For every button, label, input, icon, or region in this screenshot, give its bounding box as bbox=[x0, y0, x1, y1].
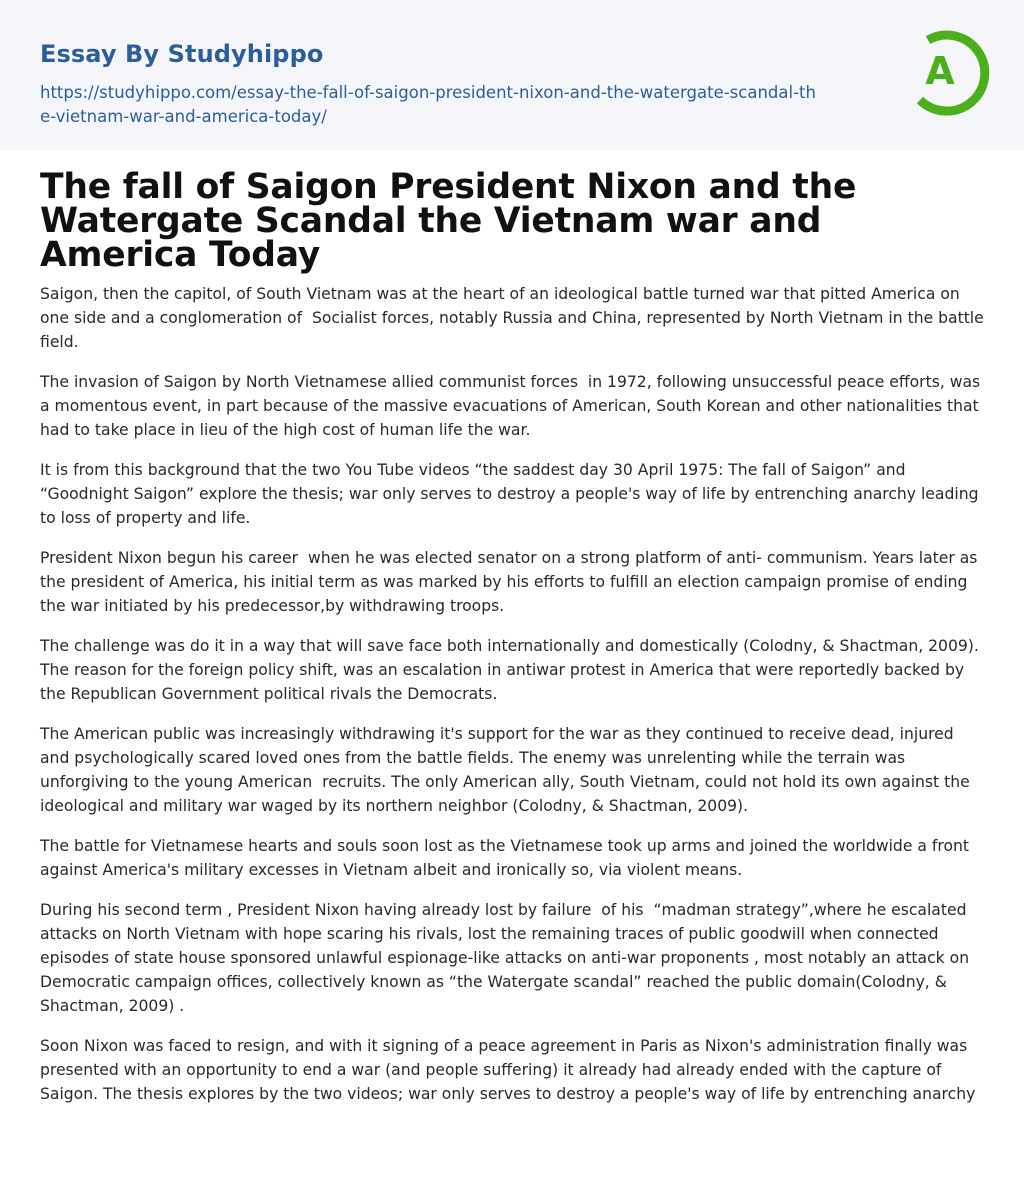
logo-letter: A bbox=[925, 49, 955, 93]
article-paragraph: The battle for Vietnamese hearts and souls soon lost as the Vietnamese took up arms and joined the worldwide a front against America's military excesses in Vietnam albeit and ironically so, via violent means. bbox=[40, 837, 974, 879]
article-paragraph: The challenge was do it in a way that will save face both internationally and domestically (Colodny, & Shactman, 2009). The reason for the foreign policy shift, was an escalation in antiwar protest in America that were reportedly backed by the Republican Government political rivals the Democrats. bbox=[40, 637, 984, 703]
article-paragraph: Saigon, then the capitol, of South Vietnam was at the heart of an ideological battle turned war that pitted America on one side and a conglomeration of Socialist forces, notably Russia and China, represented by North Vietnam in the battle field. bbox=[40, 285, 989, 351]
article-paragraph: President Nixon begun his career when he was elected senator on a strong platform of anti- communism. Years later as the president of America, his initial term as was marked by his efforts to fulfill an election campaign promise of ending the war initiated by his predecessor,by withdrawing troops. bbox=[40, 549, 983, 615]
article-title: The fall of Saigon President Nixon and the Watergate Scandal the Vietnam war and America Today bbox=[40, 167, 857, 275]
article-paragraph: During his second term , President Nixon having already lost by failure of his “madman strategy”,where he escalated attacks on North Vietnam with hope scaring his rivals, lost the remaining traces of public goodwill when connected episodes of state house sponsored unlawful espionage-like attacks on anti-war proponents , most notably an attack on Democratic campaign offices, collectively known as “the Watergate scandal” reached the public domain(Colodny, & Shactman, 2009) . bbox=[40, 901, 975, 1015]
brand-title[interactable]: Essay By Studyhippo bbox=[40, 40, 324, 68]
article-paragraph: Soon Nixon was faced to resign, and with it signing of a peace agreement in Paris as Nixon's administration finally was presented with an opportunity to end a war (and people suffering) it already had already ended with the capture of Saigon. The thesis explores by the two videos; war only serves to destroy a people's way of life by entrenching anarchy bbox=[40, 1037, 976, 1103]
article-paragraph: The invasion of Saigon by North Vietnamese allied communist forces in 1972, following unsuccessful peace efforts, was a momentous event, in part because of the massive evacuations of American, South Korean and other nationalities that had to take place in lieu of the high cost of human life the war. bbox=[40, 373, 986, 439]
article-paragraph: It is from this background that the two You Tube videos “the saddest day 30 April 1975: The fall of Saigon” and “Goodnight Saigon” explore the thesis; war only serves to destroy a people's way of life by entrenching anarchy leading to loss of property and life. bbox=[40, 461, 984, 527]
article-paragraph: The American public was increasingly withdrawing it's support for the war as they continued to receive dead, injured and psychologically scared loved ones from the battle fields. The enemy was unrelenting while the terrain was unforgiving to the young American recruits. The only American ally, South Vietnam, could not hold its own against the ideological and military war waged by its northern neighbor (Colodny, & Shactman, 2009). bbox=[40, 725, 975, 815]
studyhippo-logo-icon[interactable] bbox=[906, 28, 990, 116]
article bbox=[40, 167, 989, 1122]
site-header bbox=[0, 0, 1024, 150]
source-url-link[interactable]: https://studyhippo.com/essay-the-fall-of-saigon-president-nixon-and-the-watergate-scandal-the-vietnam-war-and-america-today/ bbox=[40, 83, 816, 126]
